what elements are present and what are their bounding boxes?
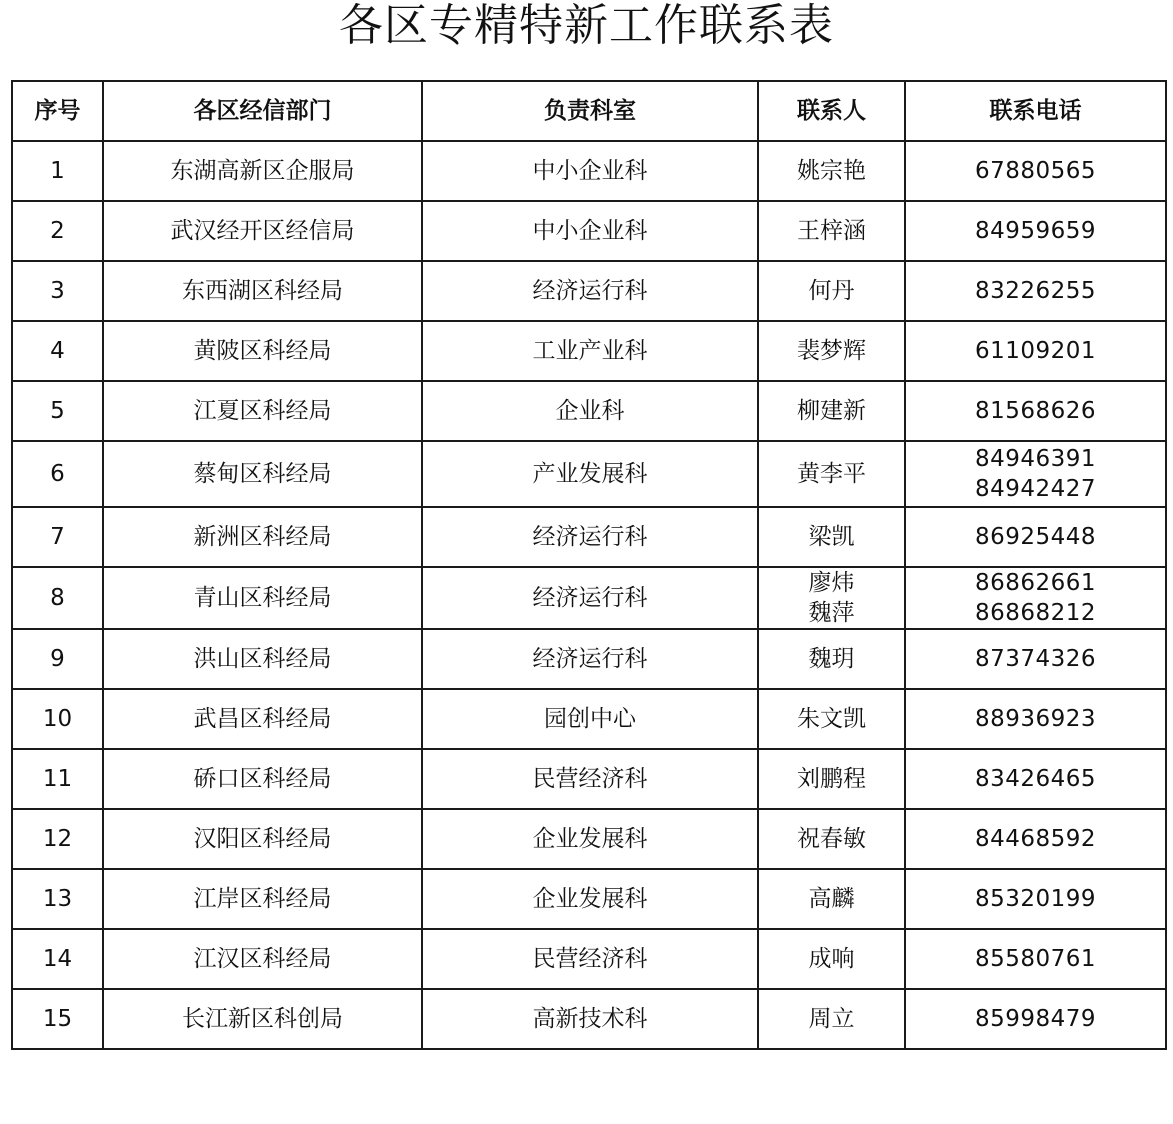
phone-number: 84942427 bbox=[974, 476, 1097, 502]
cell-serial-number: 13 bbox=[12, 869, 103, 929]
contact-name: 廖炜 bbox=[808, 570, 855, 596]
phone-number: 87374326 bbox=[974, 646, 1097, 672]
cell-contact bbox=[758, 869, 905, 929]
cell-phone bbox=[905, 629, 1166, 689]
table-body bbox=[12, 141, 1166, 1049]
cell-phone bbox=[905, 869, 1166, 929]
page-title: 各区专精特新工作联系表 bbox=[339, 0, 834, 51]
contact-name: 裴梦辉 bbox=[797, 338, 866, 364]
table-row bbox=[12, 261, 1166, 321]
phone-number: 86925448 bbox=[974, 524, 1097, 550]
cell-serial-number: 5 bbox=[12, 381, 103, 441]
cell-contact bbox=[758, 141, 905, 201]
cell-contact bbox=[758, 929, 905, 989]
cell-contact bbox=[758, 507, 905, 567]
header-serial-number: 序号 bbox=[12, 81, 103, 141]
cell-phone bbox=[905, 261, 1166, 321]
cell-serial-number: 10 bbox=[12, 689, 103, 749]
cell-office: 经济运行科 bbox=[422, 567, 758, 629]
table-row bbox=[12, 809, 1166, 869]
cell-department: 新洲区科经局 bbox=[103, 507, 422, 567]
cell-serial-number: 6 bbox=[12, 441, 103, 507]
phone-number: 84959659 bbox=[974, 218, 1097, 244]
phone-number: 81568626 bbox=[974, 398, 1097, 424]
phone-number: 85580761 bbox=[974, 946, 1097, 972]
cell-contact bbox=[758, 809, 905, 869]
cell-department: 江夏区科经局 bbox=[103, 381, 422, 441]
cell-phone bbox=[905, 929, 1166, 989]
table-row bbox=[12, 321, 1166, 381]
table-row bbox=[12, 629, 1166, 689]
cell-office: 中小企业科 bbox=[422, 141, 758, 201]
phone-number: 61109201 bbox=[974, 338, 1097, 364]
cell-contact bbox=[758, 689, 905, 749]
cell-contact bbox=[758, 441, 905, 507]
header-contact-person: 联系人 bbox=[758, 81, 905, 141]
contact-name: 黄李平 bbox=[797, 461, 866, 487]
cell-contact bbox=[758, 989, 905, 1049]
cell-office: 园创中心 bbox=[422, 689, 758, 749]
cell-contact bbox=[758, 261, 905, 321]
cell-department: 东西湖区科经局 bbox=[103, 261, 422, 321]
table-row bbox=[12, 381, 1166, 441]
cell-contact bbox=[758, 381, 905, 441]
cell-phone bbox=[905, 441, 1166, 507]
cell-department: 长江新区科创局 bbox=[103, 989, 422, 1049]
contact-name: 刘鹏程 bbox=[797, 766, 866, 792]
cell-department: 武昌区科经局 bbox=[103, 689, 422, 749]
cell-contact bbox=[758, 749, 905, 809]
cell-department: 洪山区科经局 bbox=[103, 629, 422, 689]
header-responsible-office: 负责科室 bbox=[422, 81, 758, 141]
cell-office: 高新技术科 bbox=[422, 989, 758, 1049]
cell-serial-number: 7 bbox=[12, 507, 103, 567]
cell-contact bbox=[758, 629, 905, 689]
table-row bbox=[12, 689, 1166, 749]
contact-name: 祝春敏 bbox=[797, 826, 866, 852]
cell-office: 产业发展科 bbox=[422, 441, 758, 507]
cell-contact bbox=[758, 201, 905, 261]
phone-number: 86862661 bbox=[974, 570, 1097, 596]
contact-name: 魏萍 bbox=[808, 600, 855, 626]
cell-serial-number: 12 bbox=[12, 809, 103, 869]
phone-number: 84946391 bbox=[974, 446, 1097, 472]
contact-name: 何丹 bbox=[808, 278, 855, 304]
cell-office: 民营经济科 bbox=[422, 929, 758, 989]
cell-office: 经济运行科 bbox=[422, 261, 758, 321]
table-row bbox=[12, 567, 1166, 629]
cell-department: 武汉经开区经信局 bbox=[103, 201, 422, 261]
header-contact-phone: 联系电话 bbox=[905, 81, 1166, 141]
cell-office: 企业发展科 bbox=[422, 809, 758, 869]
cell-serial-number: 4 bbox=[12, 321, 103, 381]
phone-number: 83426465 bbox=[974, 766, 1097, 792]
cell-phone bbox=[905, 989, 1166, 1049]
cell-serial-number: 14 bbox=[12, 929, 103, 989]
contact-name: 成响 bbox=[808, 946, 855, 972]
cell-office: 企业科 bbox=[422, 381, 758, 441]
contact-name: 高麟 bbox=[808, 886, 855, 912]
cell-serial-number: 2 bbox=[12, 201, 103, 261]
table-row bbox=[12, 141, 1166, 201]
table-row bbox=[12, 989, 1166, 1049]
table-row bbox=[12, 507, 1166, 567]
cell-office: 中小企业科 bbox=[422, 201, 758, 261]
header-district-department: 各区经信部门 bbox=[103, 81, 422, 141]
table-row bbox=[12, 201, 1166, 261]
phone-number: 67880565 bbox=[974, 158, 1097, 184]
cell-contact bbox=[758, 567, 905, 629]
table-header-row bbox=[12, 81, 1166, 141]
phone-number: 84468592 bbox=[974, 826, 1097, 852]
cell-department: 江汉区科经局 bbox=[103, 929, 422, 989]
phone-number: 88936923 bbox=[974, 706, 1097, 732]
cell-phone bbox=[905, 567, 1166, 629]
table-row bbox=[12, 749, 1166, 809]
table-row bbox=[12, 929, 1166, 989]
phone-number: 85998479 bbox=[974, 1006, 1097, 1032]
contact-name: 周立 bbox=[808, 1006, 855, 1032]
contact-name: 梁凯 bbox=[808, 524, 855, 550]
cell-serial-number: 11 bbox=[12, 749, 103, 809]
cell-serial-number: 9 bbox=[12, 629, 103, 689]
cell-office: 经济运行科 bbox=[422, 507, 758, 567]
cell-department: 江岸区科经局 bbox=[103, 869, 422, 929]
cell-office: 民营经济科 bbox=[422, 749, 758, 809]
cell-phone bbox=[905, 141, 1166, 201]
cell-office: 企业发展科 bbox=[422, 869, 758, 929]
contact-name: 姚宗艳 bbox=[797, 158, 866, 184]
contact-name: 王梓涵 bbox=[797, 218, 866, 244]
cell-department: 黄陂区科经局 bbox=[103, 321, 422, 381]
contact-name: 朱文凯 bbox=[797, 706, 866, 732]
cell-serial-number: 1 bbox=[12, 141, 103, 201]
cell-department: 硚口区科经局 bbox=[103, 749, 422, 809]
cell-phone bbox=[905, 507, 1166, 567]
cell-department: 汉阳区科经局 bbox=[103, 809, 422, 869]
cell-department: 东湖高新区企服局 bbox=[103, 141, 422, 201]
cell-department: 青山区科经局 bbox=[103, 567, 422, 629]
cell-serial-number: 8 bbox=[12, 567, 103, 629]
cell-phone bbox=[905, 321, 1166, 381]
cell-phone bbox=[905, 809, 1166, 869]
contact-table bbox=[11, 80, 1167, 1050]
phone-number: 83226255 bbox=[974, 278, 1097, 304]
cell-office: 经济运行科 bbox=[422, 629, 758, 689]
cell-phone bbox=[905, 381, 1166, 441]
cell-department: 蔡甸区科经局 bbox=[103, 441, 422, 507]
table-row bbox=[12, 869, 1166, 929]
cell-serial-number: 3 bbox=[12, 261, 103, 321]
phone-number: 86868212 bbox=[974, 600, 1097, 626]
cell-phone bbox=[905, 201, 1166, 261]
cell-contact bbox=[758, 321, 905, 381]
cell-phone bbox=[905, 749, 1166, 809]
phone-number: 85320199 bbox=[974, 886, 1097, 912]
cell-office: 工业产业科 bbox=[422, 321, 758, 381]
contact-name: 魏玥 bbox=[808, 646, 855, 672]
cell-serial-number: 15 bbox=[12, 989, 103, 1049]
cell-phone bbox=[905, 689, 1166, 749]
table-row bbox=[12, 441, 1166, 507]
contact-name: 柳建新 bbox=[797, 398, 866, 424]
